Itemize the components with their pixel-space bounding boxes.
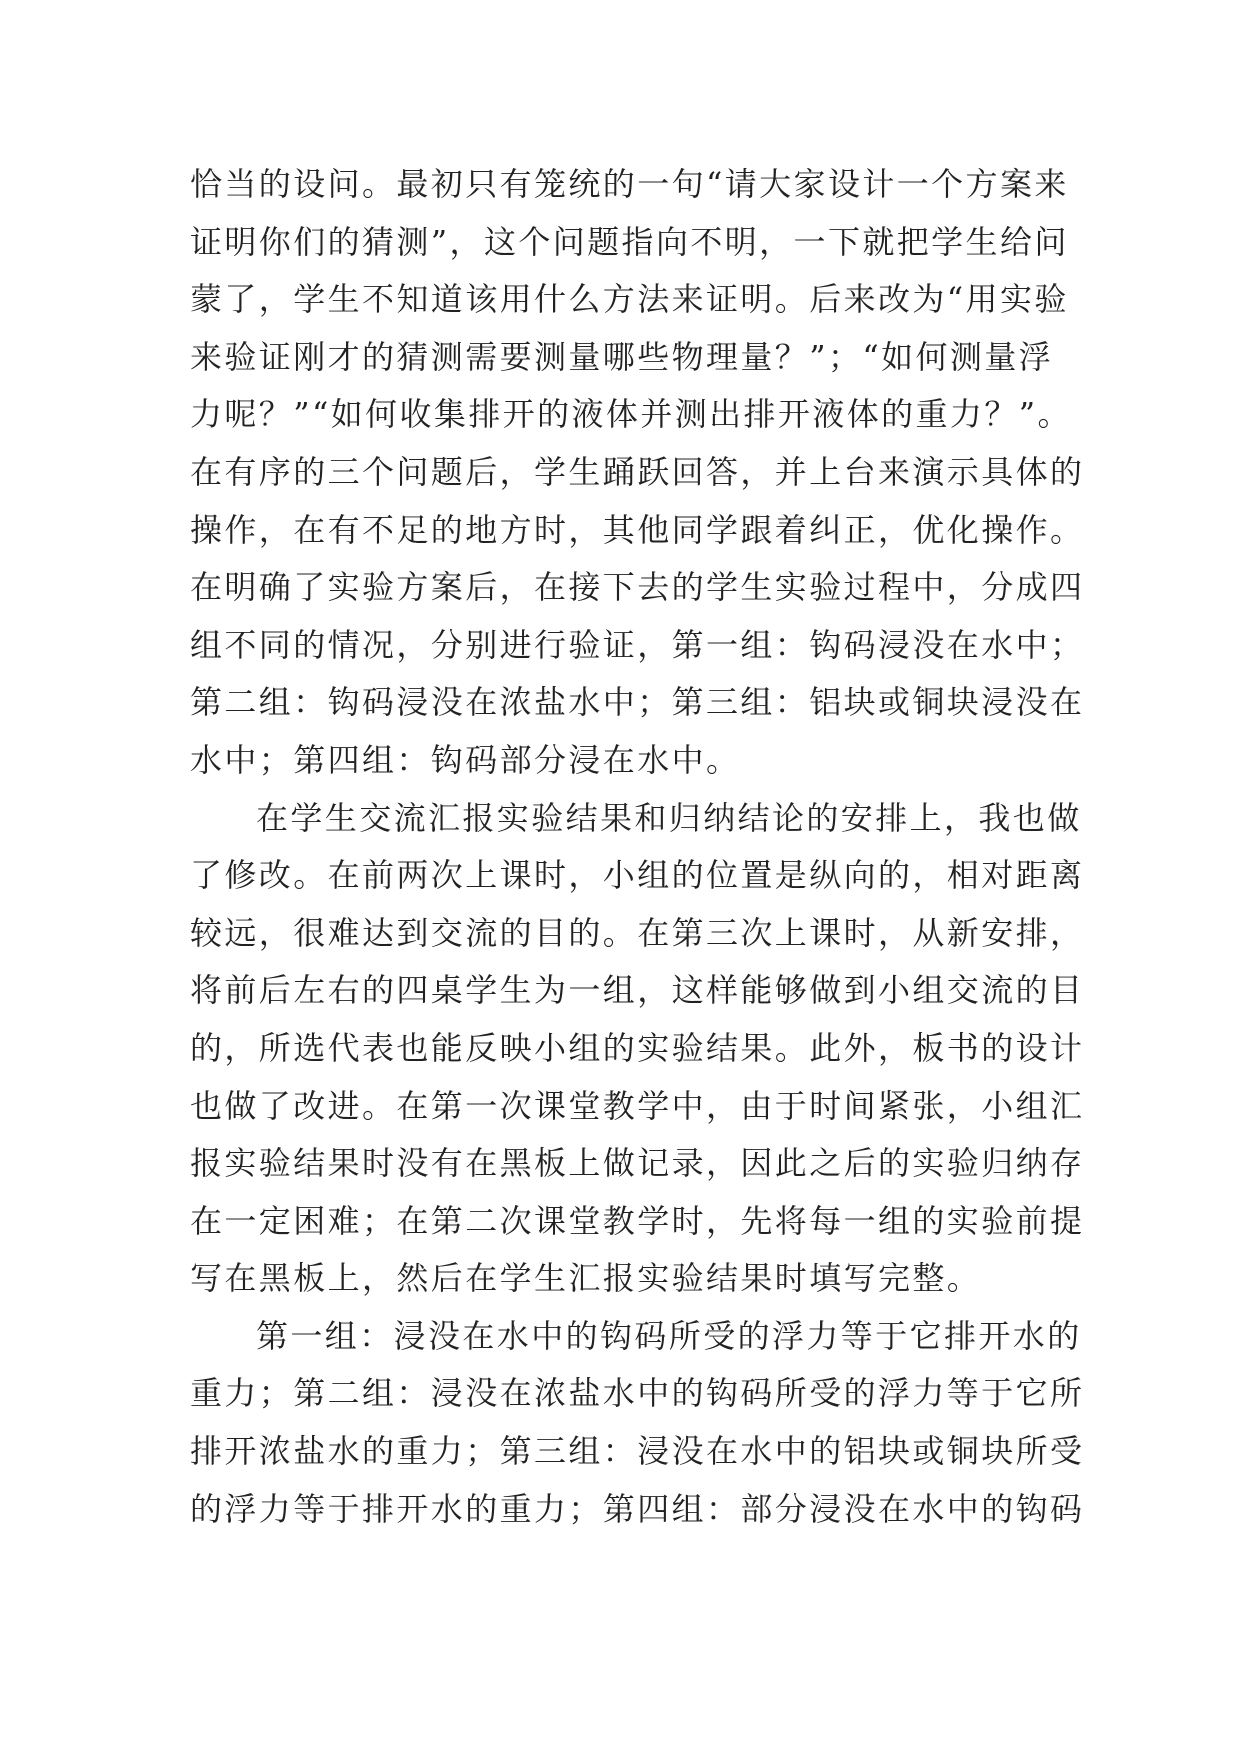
text-line: 证明你们的猜测”，这个问题指向不明，一下就把学生给问 [190, 222, 1069, 261]
text-line: 重力；第二组：浸没在浓盐水中的钩码所受的浮力等于它所 [190, 1374, 1085, 1413]
text-line: 的浮力等于排开水的重力；第四组：部分浸没在水中的钩码 [190, 1489, 1085, 1528]
text-line: 的，所选代表也能反映小组的实验结果。此外，板书的设计 [190, 1028, 1085, 1067]
text-line: 第二组：钩码浸没在浓盐水中；第三组：铝块或铜块浸没在 [190, 683, 1085, 722]
text-line: 排开浓盐水的重力；第三组：浸没在水中的铝块或铜块所受 [190, 1432, 1085, 1471]
text-line: 蒙了，学生不知道该用什么方法来证明。后来改为“用实验 [190, 280, 1069, 319]
text-line: 在有序的三个问题后，学生踊跃回答，并上台来演示具体的 [190, 452, 1085, 491]
text-line: 报实验结果时没有在黑板上做记录，因此之后的实验归纳存 [190, 1144, 1085, 1183]
text-line: 在明确了实验方案后，在接下去的学生实验过程中，分成四 [190, 568, 1085, 607]
text-line-indented: 在学生交流汇报实验结果和归纳结论的安排上，我也做 [256, 798, 1082, 837]
text-line: 了修改。在前两次上课时，小组的位置是纵向的，相对距离 [190, 856, 1085, 895]
text-line: 在一定困难；在第二次课堂教学时，先将每一组的实验前提 [190, 1201, 1085, 1240]
text-line-indented: 第一组：浸没在水中的钩码所受的浮力等于它排开水的 [256, 1316, 1082, 1355]
text-line: 将前后左右的四桌学生为一组，这样能够做到小组交流的目 [190, 971, 1085, 1010]
text-line: 恰当的设问。最初只有笼统的一句“请大家设计一个方案来 [190, 165, 1069, 203]
text-line: 较远，很难达到交流的目的。在第三次上课时，从新安排， [190, 913, 1085, 952]
text-line: 水中；第四组：钩码部分浸在水中。 [190, 740, 741, 779]
text-line: 组不同的情况，分别进行验证，第一组：钩码浸没在水中； [190, 625, 1085, 664]
text-line: 力呢？”“如何收集排开的液体并测出排开液体的重力？”。 [190, 395, 1072, 434]
text-line: 也做了改进。在第一次课堂教学中，由于时间紧张，小组汇 [190, 1086, 1085, 1125]
body-text [190, 156, 1085, 1538]
text-line: 来验证刚才的猜测需要测量哪些物理量？”；“如何测量浮 [190, 337, 1054, 376]
text-line: 写在黑板上，然后在学生汇报实验结果时填写完整。 [190, 1259, 982, 1298]
text-line: 操作，在有不足的地方时，其他同学跟着纠正，优化操作。 [190, 510, 1085, 549]
